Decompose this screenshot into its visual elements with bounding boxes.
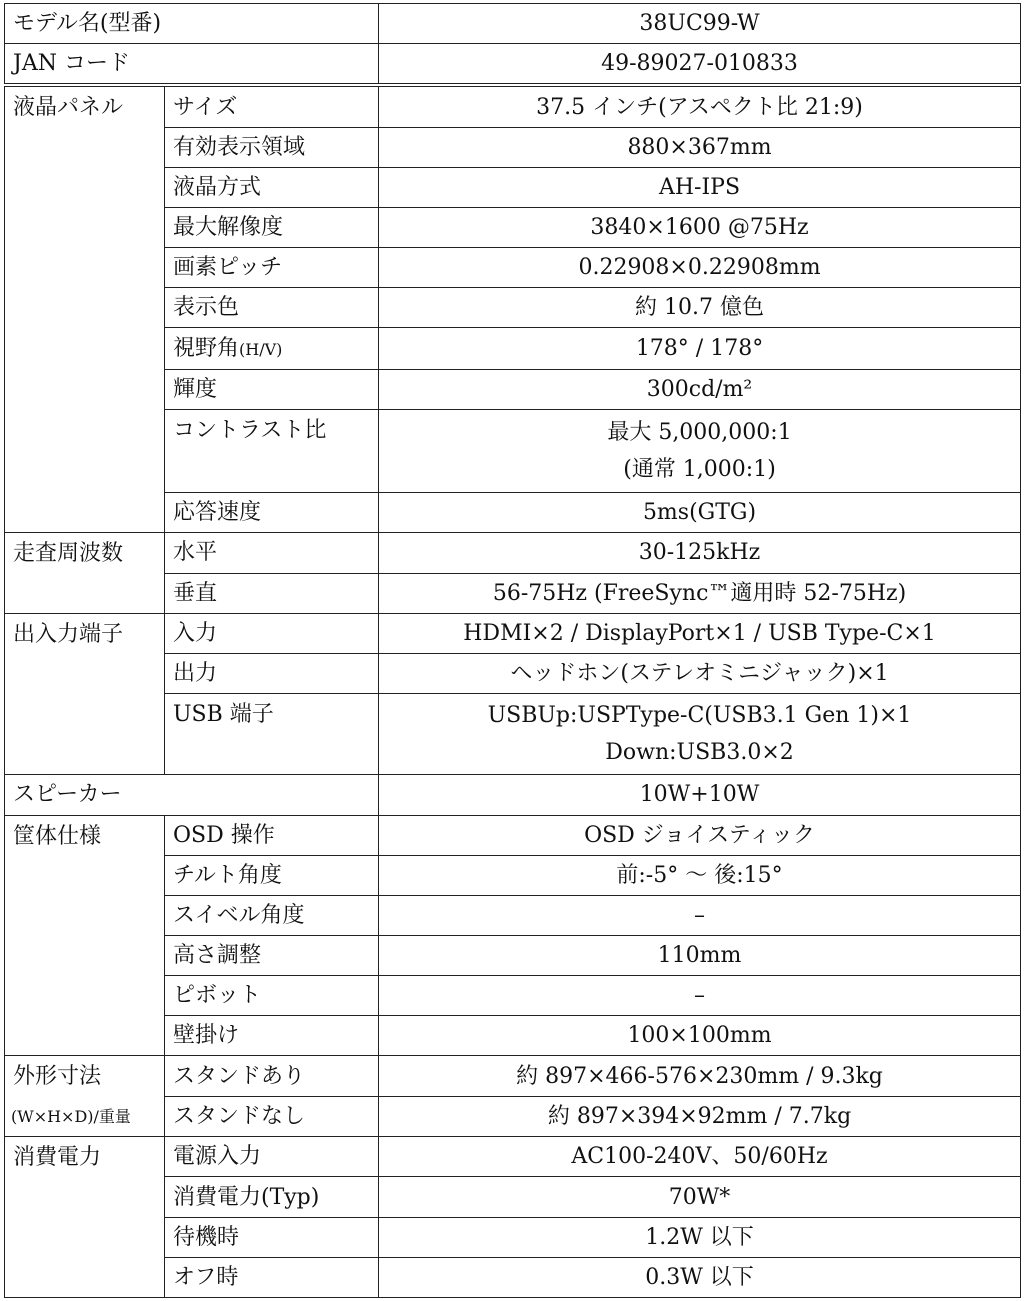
row-value: AH-IPS [379,167,1021,207]
row-value: 30-125kHz [379,533,1021,573]
row-value: 約 10.7 億色 [379,288,1021,328]
row-label: 画素ピッチ [165,248,379,288]
row-value: 5ms(GTG) [379,493,1021,533]
row-label: 出力 [165,653,379,693]
row-label: スタンドあり [165,1056,379,1096]
row-label: OSD 操作 [165,815,379,855]
row-value: 49-89027-010833 [379,44,1021,86]
table-row [5,533,1021,573]
row-label: スイベル角度 [165,895,379,935]
value-line: Down:USB3.0×2 [605,740,794,766]
row-label: 有効表示領域 [165,127,379,167]
table-row [5,775,1021,815]
row-label: ピボット [165,976,379,1016]
row-label: モデル名(型番) [5,4,379,44]
table-row [5,613,1021,653]
row-label: 輝度 [165,369,379,409]
row-label-suffix: (H/V) [239,339,283,359]
row-label: 表示色 [165,288,379,328]
group-label: 液晶パネル [5,85,165,533]
row-label: スタンドなし [165,1096,379,1137]
value-line: (通常 1,000:1) [623,457,776,482]
group-label: 出入力端子 [5,613,165,775]
row-label: 入力 [165,613,379,653]
row-label: 電源入力 [165,1137,379,1177]
table-row [5,44,1021,86]
group-sub-label [5,1096,165,1137]
row-label: USB 端子 [165,694,379,775]
row-label-text: 視野角 [173,335,240,361]
row-value: 10W+10W [379,775,1021,815]
row-label: 液晶方式 [165,167,379,207]
table-row [5,1096,1021,1137]
row-label: オフ時 [165,1257,379,1297]
row-value: 3840×1600 @75Hz [379,207,1021,247]
row-value: 110mm [379,936,1021,976]
table-row [5,1137,1021,1177]
row-value: ヘッドホン(ステレオミニジャック)×1 [379,653,1021,693]
row-value: 70W* [379,1177,1021,1217]
row-value: 178° / 178° [379,328,1021,369]
row-label: JAN コード [5,44,379,86]
group-label: 外形寸法 [5,1056,165,1096]
row-label: チルト角度 [165,855,379,895]
row-label: 垂直 [165,573,379,613]
row-value: 880×367mm [379,127,1021,167]
row-label: 水平 [165,533,379,573]
row-value: 37.5 インチ(アスペクト比 21:9) [379,85,1021,127]
table-row [5,815,1021,855]
row-value: 約 897×394×92mm / 7.7kg [379,1096,1021,1137]
group-label: 走査周波数 [5,533,165,613]
spec-table [4,3,1021,1298]
row-value: 約 897×466-576×230mm / 9.3kg [379,1056,1021,1096]
row-value: – [379,976,1021,1016]
group-sub-text: (W×H×D)/重量 [11,1107,131,1127]
row-label: コントラスト比 [165,409,379,492]
row-label [165,328,379,369]
row-label: 壁掛け [165,1016,379,1056]
row-value: 1.2W 以下 [379,1217,1021,1257]
table-row [5,1056,1021,1096]
group-label: 消費電力 [5,1137,165,1298]
row-label: 応答速度 [165,493,379,533]
row-value: 100×100mm [379,1016,1021,1056]
row-value: 38UC99-W [379,4,1021,44]
row-value: AC100-240V、50/60Hz [379,1137,1021,1177]
row-value: – [379,895,1021,935]
row-value: OSD ジョイスティック [379,815,1021,855]
value-line: USBUp:USPType-C(USB3.1 Gen 1)×1 [487,703,912,729]
row-label: サイズ [165,85,379,127]
row-value: 56-75Hz (FreeSync™適用時 52-75Hz) [379,573,1021,613]
table-row [5,85,1021,127]
row-value: 0.22908×0.22908mm [379,248,1021,288]
row-label: 消費電力(Typ) [165,1177,379,1217]
row-label: 最大解像度 [165,207,379,247]
row-value: 0.3W 以下 [379,1257,1021,1297]
row-value: 300cd/m² [379,369,1021,409]
row-value [379,694,1021,775]
row-value [379,409,1021,492]
row-label: 待機時 [165,1217,379,1257]
row-value: 前:-5° ～ 後:15° [379,855,1021,895]
row-value: HDMI×2 / DisplayPort×1 / USB Type-C×1 [379,613,1021,653]
value-line: 最大 5,000,000:1 [607,420,792,445]
table-row [5,4,1021,44]
row-label: スピーカー [5,775,379,815]
group-label: 筐体仕様 [5,815,165,1056]
row-label: 高さ調整 [165,936,379,976]
